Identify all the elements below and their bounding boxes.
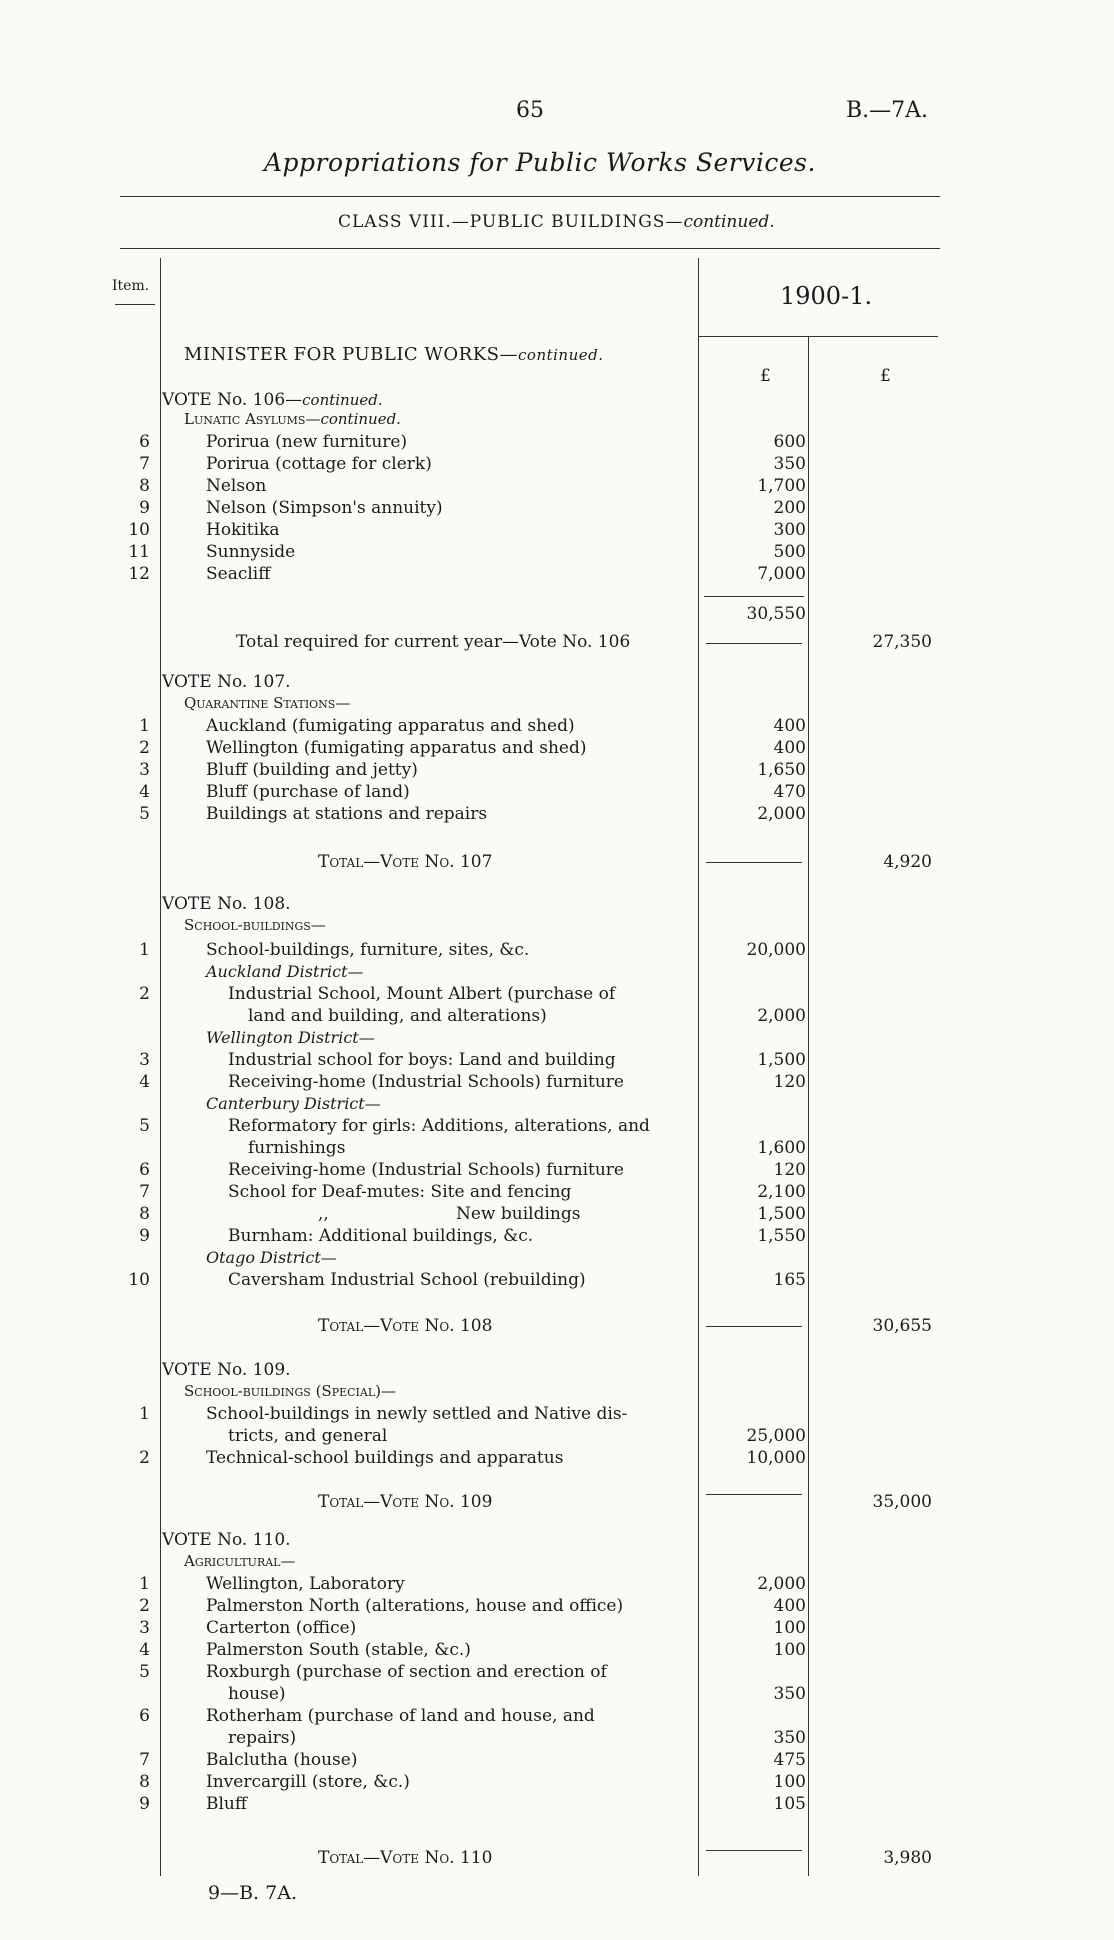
vote-106-total: 27,350 bbox=[872, 632, 932, 652]
vote-110-total: 3,980 bbox=[883, 1848, 932, 1868]
vote-109-title: VOTE No. 109. bbox=[162, 1360, 291, 1380]
table-row-label-continued: repairs) bbox=[228, 1728, 297, 1748]
district-heading-auckland: Auckland District— bbox=[206, 962, 364, 981]
table-row-label: Carterton (office) bbox=[206, 1618, 357, 1638]
table-row-amount: 7,000 bbox=[757, 564, 806, 584]
district-heading-wellington: Wellington District— bbox=[206, 1028, 375, 1047]
table-row-item: 9 bbox=[139, 498, 150, 518]
table-row-label: School-buildings, furniture, sites, &c. bbox=[206, 940, 530, 960]
vote-106-title bbox=[162, 390, 383, 410]
subtotal-rule bbox=[704, 596, 804, 597]
ditto-mark: ,, bbox=[318, 1204, 329, 1224]
table-row-amount: 475 bbox=[773, 1750, 806, 1770]
table-row-amount: 25,000 bbox=[746, 1426, 806, 1446]
vote-106-subheading-main: Lunatic Asylums— bbox=[184, 410, 321, 428]
table-row-item: 9 bbox=[139, 1794, 150, 1814]
table-row-label: Nelson (Simpson's annuity) bbox=[206, 498, 443, 518]
table-row-label: Wellington (fumigating apparatus and shed) bbox=[206, 738, 587, 758]
table-row-label: New buildings bbox=[456, 1204, 581, 1224]
table-row-item: 8 bbox=[139, 476, 150, 496]
table-row-label-continued: land and building, and alterations) bbox=[248, 1006, 547, 1026]
table-row-amount: 100 bbox=[773, 1640, 806, 1660]
table-row-label: Invercargill (store, &c.) bbox=[206, 1772, 410, 1792]
vote-107-title: VOTE No. 107. bbox=[162, 672, 291, 692]
vote-109-subheading: School-buildings (Special)— bbox=[184, 1382, 396, 1400]
vote-106-title-main: VOTE No. 106— bbox=[162, 390, 303, 410]
table-row-label: Nelson bbox=[206, 476, 267, 496]
table-row-item: 2 bbox=[139, 1448, 150, 1468]
minister-heading-main: MINISTER FOR PUBLIC WORKS— bbox=[184, 344, 519, 365]
table-row-label: Porirua (cottage for clerk) bbox=[206, 454, 432, 474]
table-row-label: Hokitika bbox=[206, 520, 280, 540]
vote-106-title-continued: continued. bbox=[302, 391, 383, 409]
table-row-label: Burnham: Additional buildings, &c. bbox=[228, 1226, 534, 1246]
table-row-label: Reformatory for girls: Additions, alterations, and bbox=[228, 1116, 650, 1136]
table-row-label: Seacliff bbox=[206, 564, 271, 584]
table-row-item: 7 bbox=[139, 1750, 150, 1770]
column-header-item: Item. bbox=[112, 278, 150, 294]
class-heading-continued: continued. bbox=[683, 212, 775, 232]
table-row-amount: 2,000 bbox=[757, 1574, 806, 1594]
table-row-amount: 2,100 bbox=[757, 1182, 806, 1202]
vote-108-total-label: Total—Vote No. 108 bbox=[318, 1316, 493, 1336]
table-row-label-continued: furnishings bbox=[248, 1138, 346, 1158]
table-row-item: 10 bbox=[128, 1270, 150, 1290]
table-row-amount: 165 bbox=[773, 1270, 806, 1290]
table-row-amount: 105 bbox=[773, 1794, 806, 1814]
minister-heading-continued: continued. bbox=[518, 346, 604, 364]
table-row-amount: 1,550 bbox=[757, 1226, 806, 1246]
vote-106-subheading-continued: continued. bbox=[320, 410, 401, 428]
table-row-label: Palmerston South (stable, &c.) bbox=[206, 1640, 471, 1660]
table-row-item: 10 bbox=[128, 520, 150, 540]
table-row-label: Industrial School, Mount Albert (purchase of bbox=[228, 984, 616, 1004]
table-row-amount: 1,700 bbox=[757, 476, 806, 496]
table-row-item: 3 bbox=[139, 1050, 150, 1070]
minister-heading bbox=[184, 344, 604, 365]
table-row-item: 3 bbox=[139, 760, 150, 780]
table-row-amount: 350 bbox=[773, 1684, 806, 1704]
item-column-rule bbox=[160, 258, 161, 1876]
table-row-amount: 500 bbox=[773, 542, 806, 562]
table-row-item: 7 bbox=[139, 1182, 150, 1202]
document-reference: B.—7A. bbox=[846, 98, 929, 123]
vote-106-subtotal: 30,550 bbox=[746, 604, 806, 624]
item-header-rule bbox=[115, 304, 155, 305]
table-row-label: Wellington, Laboratory bbox=[206, 1574, 405, 1594]
year-rule bbox=[698, 336, 938, 337]
vote-110-subheading: Agricultural— bbox=[184, 1552, 296, 1570]
vote-108-subheading: School-buildings— bbox=[184, 916, 326, 934]
total-dash bbox=[706, 1326, 802, 1327]
vote-109-total: 35,000 bbox=[872, 1492, 932, 1512]
vote-110-total-label: Total—Vote No. 110 bbox=[318, 1848, 493, 1868]
table-row-amount: 1,500 bbox=[757, 1204, 806, 1224]
table-row-amount: 100 bbox=[773, 1618, 806, 1638]
district-heading-canterbury: Canterbury District— bbox=[206, 1094, 381, 1113]
class-heading-main: CLASS VIII.—PUBLIC BUILDINGS— bbox=[338, 212, 684, 232]
page-number: 65 bbox=[516, 98, 544, 123]
title-rule bbox=[120, 196, 940, 197]
class-heading bbox=[338, 212, 775, 232]
table-row-label: Balclutha (house) bbox=[206, 1750, 358, 1770]
table-row-amount: 1,650 bbox=[757, 760, 806, 780]
table-row-amount: 470 bbox=[773, 782, 806, 802]
vote-107-total-label: Total—Vote No. 107 bbox=[318, 852, 493, 872]
column-header-year: 1900-1. bbox=[780, 282, 873, 310]
table-row-item: 12 bbox=[128, 564, 150, 584]
table-row-amount: 200 bbox=[773, 498, 806, 518]
table-row-item: 11 bbox=[128, 542, 150, 562]
table-row-item: 6 bbox=[139, 432, 150, 452]
table-row-label: Buildings at stations and repairs bbox=[206, 804, 488, 824]
class-rule bbox=[120, 248, 940, 249]
table-row-label: Auckland (fumigating apparatus and shed) bbox=[206, 716, 575, 736]
table-row-label: Industrial school for boys: Land and building bbox=[228, 1050, 616, 1070]
vote-110-title: VOTE No. 110. bbox=[162, 1530, 291, 1550]
total-column-rule bbox=[808, 336, 809, 1876]
total-dash bbox=[706, 862, 802, 863]
table-row-amount: 1,600 bbox=[757, 1138, 806, 1158]
table-row-label-continued: house) bbox=[228, 1684, 286, 1704]
footer-signature: 9—B. 7A. bbox=[208, 1882, 297, 1904]
table-row-amount: 10,000 bbox=[746, 1448, 806, 1468]
table-row-amount: 1,500 bbox=[757, 1050, 806, 1070]
table-row-item: 5 bbox=[139, 1116, 150, 1136]
table-row-item: 1 bbox=[139, 716, 150, 736]
table-row-amount: 400 bbox=[773, 716, 806, 736]
table-row-amount: 100 bbox=[773, 1772, 806, 1792]
table-row-label: Receiving-home (Industrial Schools) furniture bbox=[228, 1160, 624, 1180]
table-row-amount: 20,000 bbox=[746, 940, 806, 960]
table-row-amount: 350 bbox=[773, 454, 806, 474]
table-row-item: 2 bbox=[139, 984, 150, 1004]
table-row-amount: 400 bbox=[773, 738, 806, 758]
table-row-amount: 300 bbox=[773, 520, 806, 540]
table-row-label: Bluff bbox=[206, 1794, 247, 1814]
table-row-item: 2 bbox=[139, 1596, 150, 1616]
table-row-label: Caversham Industrial School (rebuilding) bbox=[228, 1270, 586, 1290]
table-row-item: 2 bbox=[139, 738, 150, 758]
vote-106-subheading bbox=[184, 410, 401, 428]
table-row-label: Bluff (purchase of land) bbox=[206, 782, 410, 802]
vote-108-title: VOTE No. 108. bbox=[162, 894, 291, 914]
table-row-item: 1 bbox=[139, 940, 150, 960]
table-row-amount: 2,000 bbox=[757, 1006, 806, 1026]
total-dash bbox=[706, 643, 802, 644]
table-row-item: 9 bbox=[139, 1226, 150, 1246]
table-row-item: 4 bbox=[139, 1640, 150, 1660]
table-row-label: Rotherham (purchase of land and house, and bbox=[206, 1706, 595, 1726]
amount-column-rule bbox=[698, 258, 699, 1876]
table-row-label: Bluff (building and jetty) bbox=[206, 760, 418, 780]
page-title: Appropriations for Public Works Services. bbox=[264, 148, 816, 177]
table-row-item: 6 bbox=[139, 1706, 150, 1726]
vote-107-subheading: Quarantine Stations— bbox=[184, 694, 351, 712]
table-row-label: Receiving-home (Industrial Schools) furniture bbox=[228, 1072, 624, 1092]
table-row-item: 1 bbox=[139, 1574, 150, 1594]
table-row-label: Technical-school buildings and apparatus bbox=[206, 1448, 564, 1468]
table-row-amount: 120 bbox=[773, 1072, 806, 1092]
table-row-item: 8 bbox=[139, 1204, 150, 1224]
table-row-label: School-buildings in newly settled and Native dis- bbox=[206, 1404, 628, 1424]
vote-107-total: 4,920 bbox=[883, 852, 932, 872]
table-row-label: School for Deaf-mutes: Site and fencing bbox=[228, 1182, 572, 1202]
table-row-label: Roxburgh (purchase of section and erection of bbox=[206, 1662, 607, 1682]
table-row-label: Sunnyside bbox=[206, 542, 296, 562]
vote-108-total: 30,655 bbox=[872, 1316, 932, 1336]
table-row-label-continued: tricts, and general bbox=[228, 1426, 388, 1446]
table-row-item: 5 bbox=[139, 804, 150, 824]
table-row-item: 8 bbox=[139, 1772, 150, 1792]
vote-106-total-label: Total required for current year—Vote No. 106 bbox=[236, 632, 631, 652]
table-row-item: 4 bbox=[139, 1072, 150, 1092]
table-row-label: Porirua (new furniture) bbox=[206, 432, 408, 452]
table-row-label: Palmerston North (alterations, house and office) bbox=[206, 1596, 624, 1616]
table-row-item: 3 bbox=[139, 1618, 150, 1638]
pound-sign-amount: £ bbox=[760, 366, 771, 386]
table-row-item: 1 bbox=[139, 1404, 150, 1424]
table-row-amount: 120 bbox=[773, 1160, 806, 1180]
table-row-item: 5 bbox=[139, 1662, 150, 1682]
total-dash bbox=[706, 1850, 802, 1851]
table-row-item: 6 bbox=[139, 1160, 150, 1180]
table-row-amount: 350 bbox=[773, 1728, 806, 1748]
district-heading-otago: Otago District— bbox=[206, 1248, 337, 1267]
vote-109-total-label: Total—Vote No. 109 bbox=[318, 1492, 493, 1512]
table-row-item: 4 bbox=[139, 782, 150, 802]
pound-sign-total: £ bbox=[880, 366, 891, 386]
table-row-amount: 400 bbox=[773, 1596, 806, 1616]
table-row-amount: 2,000 bbox=[757, 804, 806, 824]
total-dash bbox=[706, 1494, 802, 1495]
table-row-item: 7 bbox=[139, 454, 150, 474]
table-row-amount: 600 bbox=[773, 432, 806, 452]
